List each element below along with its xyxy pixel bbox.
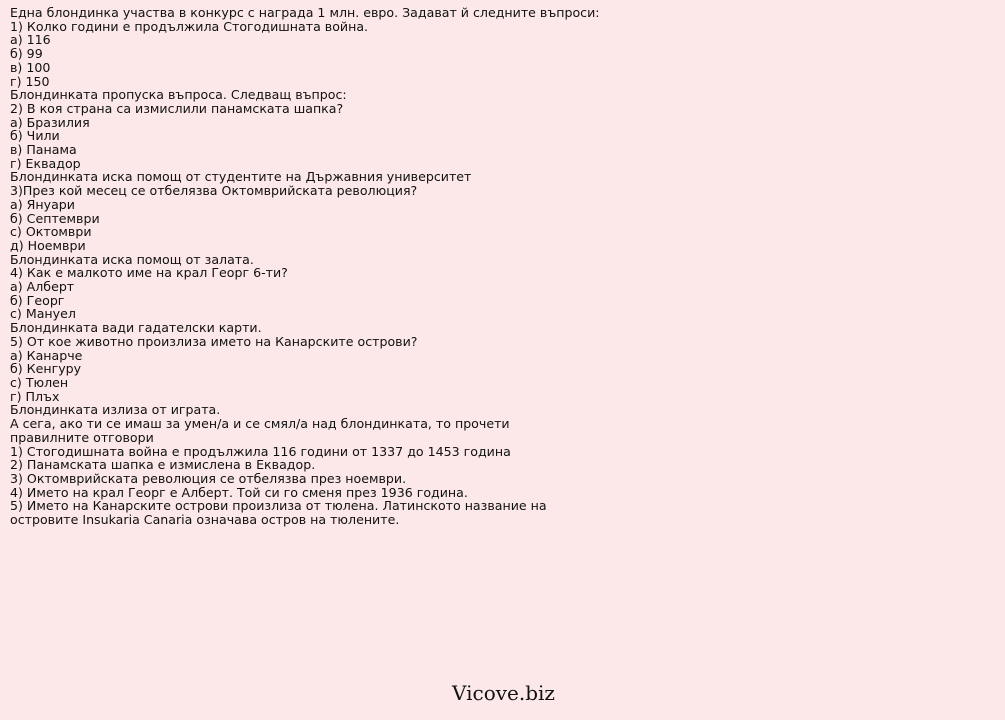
site-watermark: Vicove.biz — [452, 681, 555, 705]
option-line: б) Кенгуру — [10, 361, 82, 377]
option-line: б) Георг — [10, 292, 65, 308]
option-line: с) Мануел — [10, 306, 76, 322]
joke-text — [10, 5, 600, 528]
option-line: а) Януари — [10, 196, 75, 212]
answer-line: 1) Стогодишната война е продължила 116 години от 1337 до 1453 година — [10, 443, 511, 459]
option-line: д) Ноември — [10, 237, 86, 253]
option-line: а) Канарче — [10, 347, 83, 363]
option-line: г) Еквадор — [10, 155, 81, 171]
option-line: с) Тюлен — [10, 374, 69, 390]
question-block — [10, 266, 570, 335]
option-line: а) Алберт — [10, 279, 75, 295]
question-block — [10, 102, 570, 184]
option-line: в) Панама — [10, 142, 77, 158]
reaction-line: Блондинката иска помощ от студентите на Държавния университет — [10, 169, 472, 185]
question-line: 3)През кой месец се отбелязва Октомврийската революция? — [10, 183, 418, 199]
answer-line: 5) Името на Канарските острови произлиза от тюлена. Латинското название на островите Insukaria Canaria означава остров на тюлените. — [10, 498, 547, 528]
option-line: г) 150 — [10, 73, 50, 89]
question-line: 5) От кое животно произлиза името на Канарските острови? — [10, 333, 418, 349]
option-line: б) Септември — [10, 210, 100, 226]
option-line: б) 99 — [10, 46, 43, 62]
option-line: в) 100 — [10, 59, 51, 75]
question-line: 4) Как е малкото име на крал Георг 6-ти? — [10, 265, 288, 281]
reaction-line: Блондинката иска помощ от залата. — [10, 251, 254, 267]
option-line: а) Бразилия — [10, 114, 90, 130]
option-line: а) 116 — [10, 32, 51, 48]
question-line: 2) В коя страна са измислили панамската шапка? — [10, 100, 344, 116]
answers-intro: А сега, ако ти се имаш за умен/а и се смял/а над блондинката, то прочети правилните отговори — [10, 416, 510, 445]
question-block — [10, 184, 570, 266]
reaction-line: Блондинката вади гадателски карти. — [10, 320, 262, 336]
answer-line: 3) Октомврийската революция се отбелязва през ноември. — [10, 470, 407, 486]
option-line: г) Плъх — [10, 388, 60, 404]
reaction-line: Блондинката пропуска въпроса. Следващ въпрос: — [10, 87, 347, 103]
answer-line: 2) Панамската шапка е измислена в Еквадор. — [10, 457, 316, 473]
reaction-line: Блондинката излиза от играта. — [10, 402, 221, 418]
option-line: с) Октомври — [10, 224, 92, 240]
intro-line: Една блондинка участва в конкурс с награда 1 млн. евро. Задават й следните въпроси: — [10, 5, 600, 20]
option-line: б) Чили — [10, 128, 60, 144]
answer-line: 4) Името на крал Георг е Алберт. Той си го сменя през 1936 година. — [10, 484, 468, 500]
question-block — [10, 20, 570, 102]
question-line: 1) Колко години е продължила Стогодишната война. — [10, 18, 369, 34]
question-block — [10, 335, 570, 417]
